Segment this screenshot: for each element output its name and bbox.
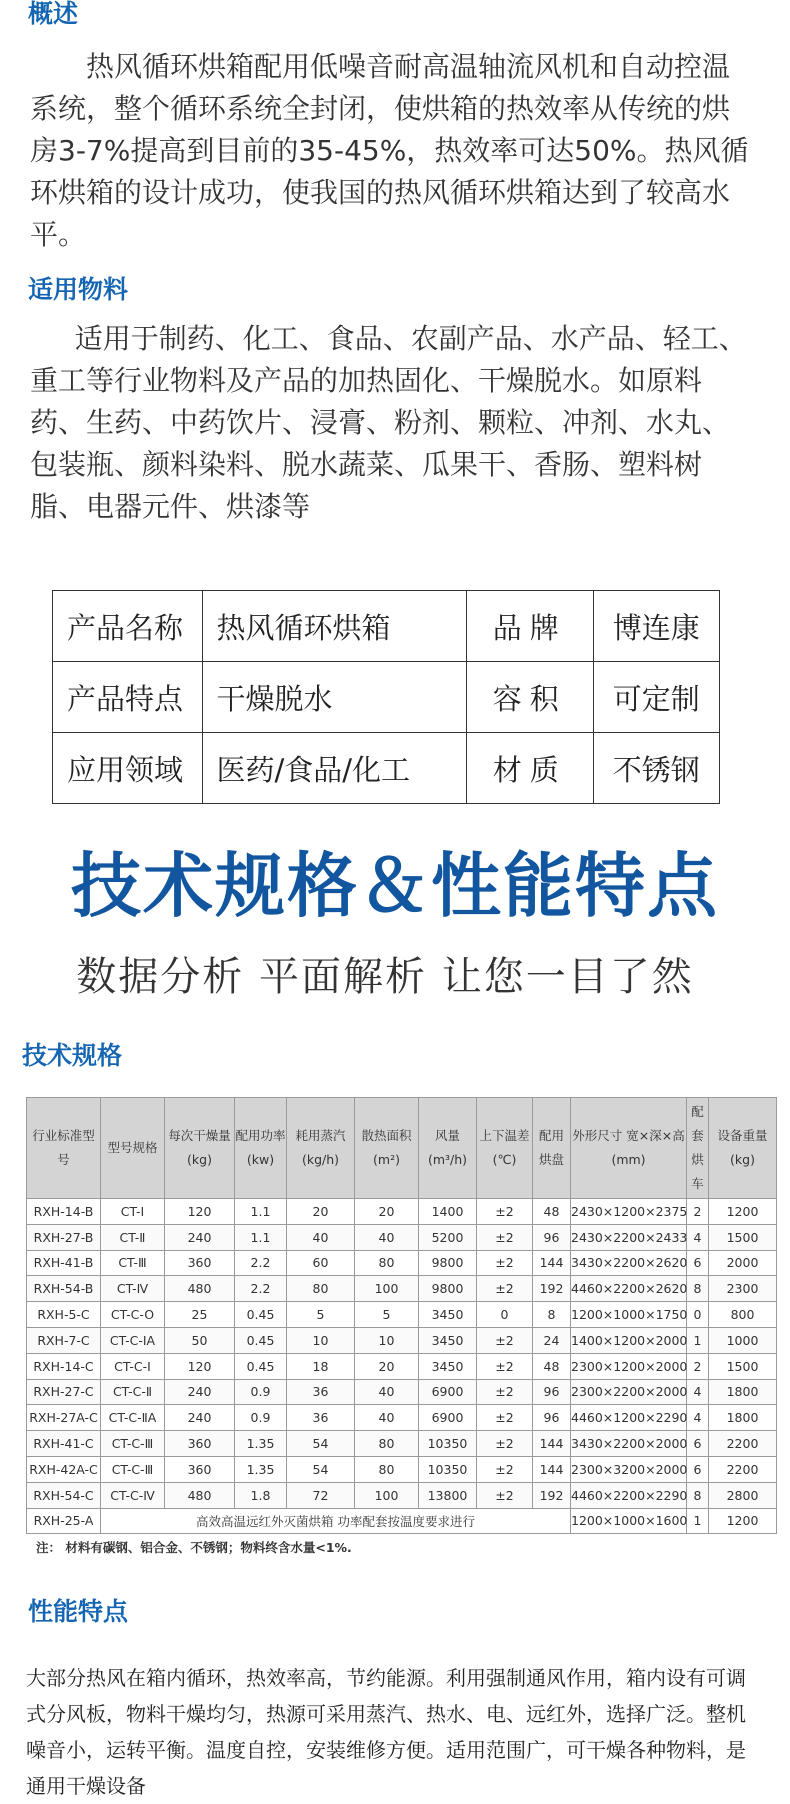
spec-cell: 20: [355, 1199, 419, 1225]
spec-cell: CT-C-Ⅲ: [101, 1456, 165, 1482]
spec-cell: RXH-54-B: [27, 1276, 101, 1302]
spec-cell: 1200: [709, 1199, 777, 1225]
product-value2: 不锈钢: [593, 733, 720, 804]
spec-cell: CT-Ⅱ: [101, 1224, 165, 1250]
spec-cell: RXH-27-C: [27, 1379, 101, 1405]
product-row: [53, 662, 720, 733]
spec-cell: 2300: [709, 1276, 777, 1302]
spec-cell: ±2: [477, 1199, 533, 1225]
spec-cell: 1500: [709, 1224, 777, 1250]
spec-cell: 40: [355, 1405, 419, 1431]
spec-cell: 1200×1000×1600: [571, 1508, 687, 1534]
spec-cell: 0.9: [235, 1379, 287, 1405]
spec-header-cell: 散热面积(m²): [355, 1098, 419, 1199]
spec-cell: CT-Ⅲ: [101, 1250, 165, 1276]
spec-cell: ±2: [477, 1276, 533, 1302]
spec-cell: 6: [687, 1250, 709, 1276]
spec-cell: 24: [533, 1327, 571, 1353]
spec-cell: RXH-14-B: [27, 1199, 101, 1225]
spec-cell: CT-C-O: [101, 1302, 165, 1328]
spec-cell: 4: [687, 1405, 709, 1431]
spec-cell: 1400×1200×2000: [571, 1327, 687, 1353]
spec-cell: 25: [165, 1302, 235, 1328]
spec-cell: 2200: [709, 1456, 777, 1482]
spec-cell: 54: [287, 1456, 355, 1482]
spec-cell: 48: [533, 1199, 571, 1225]
spec-cell: 2430×2200×2433: [571, 1224, 687, 1250]
product-info-table: [52, 590, 720, 804]
spec-cell: CT-Ⅳ: [101, 1276, 165, 1302]
spec-cell: 18: [287, 1353, 355, 1379]
spec-cell: RXH-7-C: [27, 1327, 101, 1353]
spec-cell: 800: [709, 1302, 777, 1328]
spec-row: [27, 1379, 777, 1405]
spec-cell: 240: [165, 1224, 235, 1250]
spec-cell: RXH-14-C: [27, 1353, 101, 1379]
spec-cell: ±2: [477, 1250, 533, 1276]
banner-title: 技术规格＆性能特点: [71, 845, 719, 927]
spec-note: 注： 材料有碳钢、铝合金、不锈钢；物料终含水量<1%.: [36, 1540, 352, 1555]
spec-cell: ±2: [477, 1431, 533, 1457]
spec-cell: 1.8: [235, 1482, 287, 1508]
spec-cell: RXH-5-C: [27, 1302, 101, 1328]
product-value2: 博连康: [593, 591, 720, 662]
spec-row: [27, 1199, 777, 1225]
spec-cell: 8: [687, 1482, 709, 1508]
spec-cell: 1200: [709, 1508, 777, 1534]
spec-cell: 6900: [419, 1379, 477, 1405]
spec-cell: 0.9: [235, 1405, 287, 1431]
spec-cell: 100: [355, 1276, 419, 1302]
spec-cell: 240: [165, 1379, 235, 1405]
materials-text: 适用于制药、化工、食品、农副产品、水产品、轻工、重工等行业物料及产品的加热固化、干燥脱水。如原料药、生药、中药饮片、浸膏、粉剂、颗粒、冲剂、水丸、包装瓶、颜料染料、脱水蔬菜、瓜果干、香肠、塑料树脂、电器元件、烘漆等: [30, 322, 747, 523]
spec-cell: 60: [287, 1250, 355, 1276]
overview-text: 热风循环烘箱配用低噪音耐高温轴流风机和自动控温系统，整个循环系统全封闭，使烘箱的热效率从传统的烘房3-7%提高到目前的35-45%，热效率可达50%。热风循环烘箱的设计成功，使我国的热风循环烘箱达到了较高水平。: [30, 50, 749, 251]
spec-cell: 40: [287, 1224, 355, 1250]
product-value2: 可定制: [593, 662, 720, 733]
banner-subtitle: 数据分析 平面解析 让您一目了然: [76, 954, 694, 1000]
spec-row: [27, 1250, 777, 1276]
spec-cell: 40: [355, 1224, 419, 1250]
spec-cell: 20: [287, 1199, 355, 1225]
spec-cell: CT-C-Ⅲ: [101, 1431, 165, 1457]
spec-cell: RXH-41-C: [27, 1431, 101, 1457]
spec-cell: ±2: [477, 1456, 533, 1482]
spec-header-cell: 上下温差(℃): [477, 1098, 533, 1199]
spec-cell: 6900: [419, 1405, 477, 1431]
product-key: 应用领域: [53, 733, 203, 804]
spec-cell: 192: [533, 1276, 571, 1302]
spec-cell: 8: [533, 1302, 571, 1328]
spec-cell: 9800: [419, 1276, 477, 1302]
spec-row: [27, 1327, 777, 1353]
spec-cell: ±2: [477, 1353, 533, 1379]
spec-cell: 2: [687, 1353, 709, 1379]
spec-cell: 144: [533, 1431, 571, 1457]
spec-cell: CT-C-ⅠA: [101, 1327, 165, 1353]
spec-cell: ±2: [477, 1405, 533, 1431]
spec-cell: RXH-41-B: [27, 1250, 101, 1276]
spec-cell: 10350: [419, 1456, 477, 1482]
spec-cell: 13800: [419, 1482, 477, 1508]
spec-cell: 1.35: [235, 1456, 287, 1482]
spec-cell: CT-C-Ⅰ: [101, 1353, 165, 1379]
spec-cell: 96: [533, 1379, 571, 1405]
spec-header-cell: 型号规格: [101, 1098, 165, 1199]
spec-cell: 360: [165, 1431, 235, 1457]
spec-header-cell: 配用烘盘: [533, 1098, 571, 1199]
spec-row: [27, 1508, 777, 1534]
spec-cell: RXH-54-C: [27, 1482, 101, 1508]
spec-cell: 144: [533, 1250, 571, 1276]
spec-cell: RXH-27-B: [27, 1224, 101, 1250]
product-row: [53, 591, 720, 662]
spec-cell: ±2: [477, 1379, 533, 1405]
spec-cell: 9800: [419, 1250, 477, 1276]
spec-cell: 80: [287, 1276, 355, 1302]
spec-cell: 2300×2200×2000: [571, 1379, 687, 1405]
spec-cell: 5: [355, 1302, 419, 1328]
performance-text: 大部分热风在箱内循环，热效率高，节约能源。利用强制通风作用，箱内设有可调式分风板，物料干燥均匀，热源可采用蒸汽、热水、电、远红外，选择广泛。整机噪音小，运转平衡。温度自控，安装维修方便。适用范围广，可干燥各种物料，是通用干燥设备: [26, 1666, 746, 1798]
spec-header-cell: 风量(m³/h): [419, 1098, 477, 1199]
spec-cell: 80: [355, 1250, 419, 1276]
product-key: 产品特点: [53, 662, 203, 733]
spec-cell: 48: [533, 1353, 571, 1379]
product-key2: 容积: [467, 662, 594, 733]
spec-cell: 120: [165, 1199, 235, 1225]
product-value: 干燥脱水: [202, 662, 467, 733]
spec-cell: 54: [287, 1431, 355, 1457]
spec-cell: 4: [687, 1379, 709, 1405]
spec-cell: 0: [477, 1302, 533, 1328]
spec-table: [26, 1097, 777, 1534]
product-key2: 材质: [467, 733, 594, 804]
spec-cell: 0.45: [235, 1302, 287, 1328]
spec-cell: 72: [287, 1482, 355, 1508]
spec-cell: CT-C-ⅡA: [101, 1405, 165, 1431]
spec-title: 技术规格: [22, 1041, 123, 1070]
spec-cell: CT-Ⅰ: [101, 1199, 165, 1225]
spec-cell: 80: [355, 1456, 419, 1482]
spec-cell: 3430×2200×2620: [571, 1250, 687, 1276]
spec-cell: CT-C-Ⅱ: [101, 1379, 165, 1405]
spec-cell: 36: [287, 1379, 355, 1405]
spec-row: [27, 1224, 777, 1250]
spec-cell: ±2: [477, 1482, 533, 1508]
spec-header-cell: 配套烘车: [687, 1098, 709, 1199]
spec-cell: ±2: [477, 1327, 533, 1353]
spec-cell: 2: [687, 1199, 709, 1225]
spec-cell: 2800: [709, 1482, 777, 1508]
spec-cell: 6: [687, 1431, 709, 1457]
spec-cell: 36: [287, 1405, 355, 1431]
spec-cell: 100: [355, 1482, 419, 1508]
spec-row: [27, 1456, 777, 1482]
spec-cell: 3450: [419, 1302, 477, 1328]
spec-cell: 1400: [419, 1199, 477, 1225]
spec-cell: 480: [165, 1276, 235, 1302]
materials-title: 适用物料: [28, 275, 129, 304]
product-row: [53, 733, 720, 804]
spec-cell: 40: [355, 1379, 419, 1405]
spec-header-cell: 耗用蒸汽(kg/h): [287, 1098, 355, 1199]
overview-title: 概述: [28, 0, 79, 28]
spec-header-cell: 每次干燥量(kg): [165, 1098, 235, 1199]
product-value: 热风循环烘箱: [202, 591, 467, 662]
spec-cell: 2300×3200×2000: [571, 1456, 687, 1482]
spec-cell: 2300×1200×2000: [571, 1353, 687, 1379]
spec-cell: 2000: [709, 1250, 777, 1276]
performance-title: 性能特点: [28, 1597, 129, 1626]
spec-header-cell: 外形尺寸 宽×深×高(mm): [571, 1098, 687, 1199]
spec-row: [27, 1276, 777, 1302]
spec-cell: 1500: [709, 1353, 777, 1379]
spec-cell: 1800: [709, 1405, 777, 1431]
spec-row: [27, 1302, 777, 1328]
spec-cell: 6: [687, 1456, 709, 1482]
spec-cell: 50: [165, 1327, 235, 1353]
spec-cell: 96: [533, 1224, 571, 1250]
spec-row: [27, 1482, 777, 1508]
spec-cell: 1000: [709, 1327, 777, 1353]
spec-cell: CT-C-Ⅳ: [101, 1482, 165, 1508]
spec-cell: 3450: [419, 1327, 477, 1353]
spec-cell: 4460×2200×2620: [571, 1276, 687, 1302]
spec-cell: RXH-25-A: [27, 1508, 101, 1534]
spec-cell: RXH-27A-C: [27, 1405, 101, 1431]
spec-header-cell: 设备重量(kg): [709, 1098, 777, 1199]
spec-cell: 3430×2200×2000: [571, 1431, 687, 1457]
spec-cell: 1800: [709, 1379, 777, 1405]
spec-cell: 360: [165, 1456, 235, 1482]
spec-cell: 1.35: [235, 1431, 287, 1457]
spec-cell: 120: [165, 1353, 235, 1379]
spec-cell: 10: [355, 1327, 419, 1353]
spec-cell: 10350: [419, 1431, 477, 1457]
spec-cell: 480: [165, 1482, 235, 1508]
spec-cell: 1.1: [235, 1224, 287, 1250]
spec-cell: 20: [355, 1353, 419, 1379]
spec-row: [27, 1353, 777, 1379]
spec-cell: 1: [687, 1327, 709, 1353]
spec-header-cell: 配用功率(kw): [235, 1098, 287, 1199]
spec-cell: 5200: [419, 1224, 477, 1250]
spec-cell: 0: [687, 1302, 709, 1328]
product-value: 医药/食品/化工: [202, 733, 467, 804]
product-key: 产品名称: [53, 591, 203, 662]
spec-cell: 10: [287, 1327, 355, 1353]
spec-cell: 1200×1000×1750: [571, 1302, 687, 1328]
spec-cell: 360: [165, 1250, 235, 1276]
spec-cell: 0.45: [235, 1327, 287, 1353]
spec-cell: 80: [355, 1431, 419, 1457]
spec-cell: 2200: [709, 1431, 777, 1457]
spec-cell: 高效高温远红外灭菌烘箱 功率配套按温度要求进行: [101, 1508, 571, 1534]
spec-cell: 2.2: [235, 1276, 287, 1302]
spec-cell: 5: [287, 1302, 355, 1328]
spec-cell: 192: [533, 1482, 571, 1508]
spec-cell: 2430×1200×2375: [571, 1199, 687, 1225]
spec-cell: 2.2: [235, 1250, 287, 1276]
spec-row: [27, 1405, 777, 1431]
spec-cell: ±2: [477, 1224, 533, 1250]
spec-cell: 240: [165, 1405, 235, 1431]
spec-cell: 4: [687, 1224, 709, 1250]
spec-cell: 96: [533, 1405, 571, 1431]
spec-cell: 1: [687, 1508, 709, 1534]
spec-header-cell: 行业标准型号: [27, 1098, 101, 1199]
spec-cell: 144: [533, 1456, 571, 1482]
spec-row: [27, 1431, 777, 1457]
spec-cell: 0.45: [235, 1353, 287, 1379]
spec-cell: 1.1: [235, 1199, 287, 1225]
spec-cell: 4460×2200×2290: [571, 1482, 687, 1508]
spec-cell: 3450: [419, 1353, 477, 1379]
spec-cell: RXH-42A-C: [27, 1456, 101, 1482]
spec-cell: 8: [687, 1276, 709, 1302]
product-key2: 品牌: [467, 591, 594, 662]
spec-cell: 4460×1200×2290: [571, 1405, 687, 1431]
